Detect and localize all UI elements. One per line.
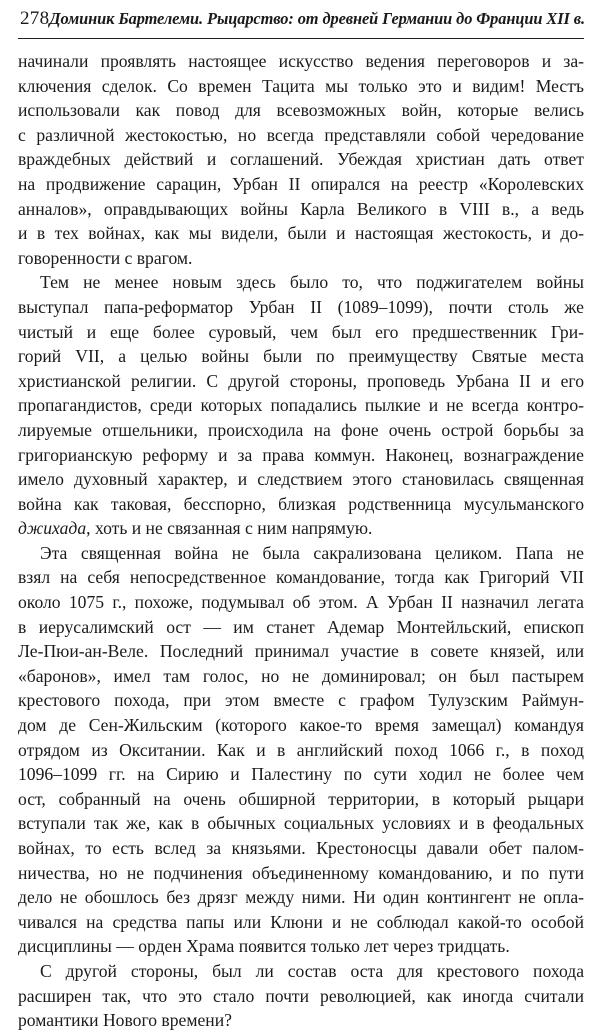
paragraph-2 (18, 270, 584, 541)
paragraph-4 (18, 959, 584, 1033)
text-line: начинали проявлять настоящее искусство ведения переговоров и за- (18, 51, 584, 71)
text-line: пропагандистов, среди которых попадались пылкие и не всегда контро- (18, 395, 584, 416)
text-line: война как таковая, бесспорно, близкая родственница мусульманского (18, 493, 584, 514)
paragraph-3 (18, 541, 584, 959)
text-line: ост, собранный на очень обширной территории, в который рыцари (18, 788, 584, 809)
text-line: говоренности с врагом. (18, 247, 193, 268)
page-number: 278 (20, 8, 50, 29)
text-line: Тем не менее новым здесь было то, что поджигателем войны (40, 272, 584, 293)
text-line: горий VII, а целью войны были по преимуществу Святые места (18, 346, 584, 367)
text-line: «баронов», имел там голос, но не доминировал; он был пастырем (18, 665, 584, 686)
running-header (18, 8, 584, 39)
text-line: дело не обошлось без дрязг между ними. Ни один контингент не опла- (18, 887, 584, 908)
text-line: чистый и еще более суровый, чем был его предшественник Гри- (18, 321, 584, 342)
text-line: лируемые отшельники, происходила на фоне очень острой борьбы за (18, 419, 584, 440)
text-line: христианской религии. С другой стороны, проповедь Урбана II и его (18, 370, 584, 391)
text-line: войнах, то есть вслед за князьями. Крестоносцы давали обет палом- (18, 838, 584, 858)
text-line: использовали как повод для всевозможных войн, которые велись (18, 100, 584, 121)
text-line: григорианскую реформу и за права коммун. Наконец, вознаграждение (18, 444, 584, 465)
text-line: выступал папа-реформатор Урбан II (1089–1099), почти столь же (18, 296, 584, 317)
text-line: анналов», оправдывающих войны Карла Великого в VIII в., а ведь (18, 198, 584, 219)
text-line: в иерусалимский ост — им станет Адемар Монтейльский, епископ (18, 616, 584, 637)
text-line: и в тех войнах, как мы видели, были и настоящая жестокость, и до- (18, 223, 584, 244)
text-line: романтики Нового времени? (18, 1010, 232, 1031)
body-text (18, 49, 584, 1033)
running-title: Доминик Бартелеми. Рыцарство: от древней Германии до Франции XII в. (49, 9, 585, 28)
text-line: ничества, но не подчинения объединенному командованию, и по пути (18, 862, 584, 883)
text-line: 1096–1099 гг. на Сирию и Палестину по сути ходил не более чем (18, 764, 584, 785)
book-page (18, 8, 584, 1033)
text-line: ключения сделок. Со времен Тацита мы только это и видим! Местъ (18, 75, 584, 96)
text-line: взял на себя непосредственное командование, тогда как Григорий VII (18, 567, 584, 588)
text-line: враждебных действий и соглашений. Убеждая христиан дать ответ (18, 149, 584, 170)
text-line: вступали так же, как в обычных социальных условиях и в феодальных (18, 813, 584, 834)
text-line: отрядом из Окситании. Как и в английский поход 1066 г., в поход (18, 739, 584, 760)
text-line: расширен так, что это стало почти революцией, как иногда считали (18, 985, 584, 1006)
text-line: Ле-Пюи-ан-Веле. Последний принимал участие в совете князей, или (18, 641, 584, 662)
italic-term: джихада (18, 518, 87, 539)
text-line: с различной жестокостью, но всегда представляли собой чередование (18, 124, 584, 145)
text-line: С другой стороны, был ли состав оста для крестового похода (40, 960, 584, 981)
text-line: на продвижение сарацин, Урбан II опирался на реестр «Королевских (18, 173, 584, 194)
paragraph-1 (18, 49, 584, 270)
text-line: дисциплины — орден Храма появится только лет через тридцать. (18, 936, 510, 957)
text-line: дом де Сен-Жильским (которого какое-то время замещал) командуя (18, 715, 584, 736)
text-line: Эта священная война не была сакрализована целиком. Папа не (40, 542, 584, 563)
text-line (18, 516, 584, 541)
text-line: около 1075 г., похоже, подумывал об этом. А Урбан II назначил легата (18, 592, 584, 613)
text-line: чивался на средства папы или Клюни и не соблюдал какой-то особой (18, 911, 584, 932)
text-line: имело духовный характер, и следствием этого становилась священная (18, 469, 584, 490)
text-line: крестового похода, при этом вместе с графом Тулузским Раймун- (18, 690, 584, 711)
text-fragment: , хоть и не связанная с ним напрямую. (86, 518, 373, 539)
